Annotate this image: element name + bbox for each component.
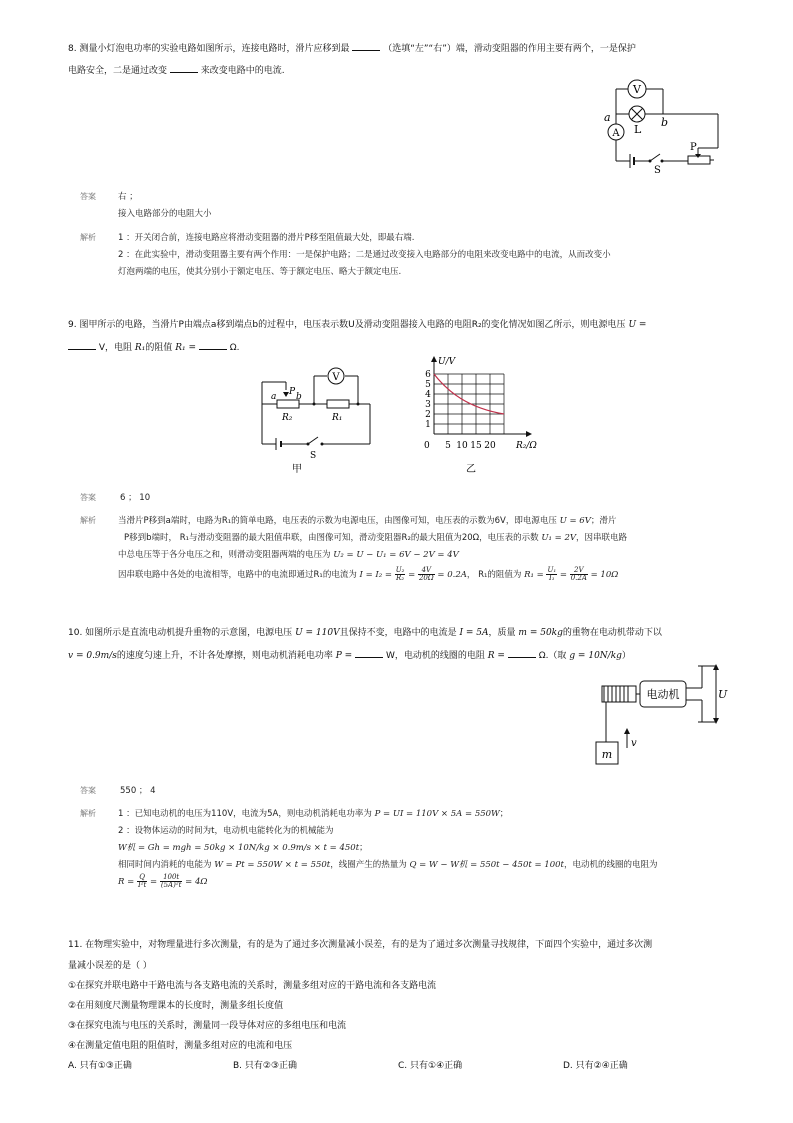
q9-analysis-eq: U₂ = U − U₁ = 6V − 2V = 4V: [333, 550, 459, 560]
q10-stem-text: W，电动机的线圈的电阻: [385, 651, 485, 661]
q10-answer-label: 答案: [80, 786, 96, 795]
q10-analysis-text: 相同时间内消耗的电能为: [118, 860, 212, 870]
q9-analysis-4: 因串联电路中各处的电流相等，电路中的电流即通过R₁的电流为 I = I₂ = $\frac{\text{U₂}}{\text{R₂}}$ = $\frac{4V}{20\Omega}$ = 0.2A， R₁的阻值为 R₁ = $\frac{\text{U₁}}{\text{I₁}}$ = $\frac{2V}{0.2A}$ = 10Ω: [118, 566, 619, 582]
q10-fig-v-label: v: [631, 738, 637, 749]
q9-jia-caption: 甲: [292, 464, 302, 475]
q9-stem-line2: [68, 341, 240, 354]
q9-analysis-text: 中总电压等于各分电压之和，则滑动变阻器两端的电压为: [118, 550, 331, 560]
q8-fig-P-label: P: [690, 142, 697, 153]
q8-fig-S-label: S: [654, 165, 661, 176]
q10-fig-m-label: m: [601, 748, 613, 761]
q9-stem-text: Ω.: [229, 343, 240, 353]
q10-stem-text: 10. 如图所示是直流电动机提升重物的示意图，电源电压: [68, 628, 293, 638]
q9-analysis-label: 解析: [80, 516, 96, 525]
q10-stem-eq: g = 10N/kg: [569, 651, 622, 661]
q10-analysis-eq: W机 = Gh = mgh = 50kg × 10N/kg × 0.9m/s × t = 450t: [118, 843, 360, 853]
q8-answer-1: 右 ；: [118, 192, 138, 202]
q9-analysis-eq: = 0.2A: [437, 570, 467, 580]
q10-analysis-3: [118, 843, 368, 853]
q9-jia-R2-label: R₂: [282, 413, 293, 423]
q10-analysis-eq: R =: [118, 877, 135, 887]
q8-blank-1: [352, 42, 380, 51]
q9-graph-yi: [418, 352, 548, 476]
q9-stem-text: 的阻值: [145, 343, 173, 353]
q10-analysis-text: ；: [499, 809, 509, 819]
q10-stem-text: 的速度匀速上升，不计各处摩擦，则电动机消耗电功率: [116, 651, 333, 661]
q8-fig-a-label: a: [604, 111, 611, 124]
q10-analysis-text: ；: [359, 843, 368, 853]
q9-jia-b-label: b: [296, 392, 302, 402]
q10-stem-line2: [68, 649, 631, 662]
q9-yi-ylabel: U/V: [438, 357, 456, 367]
q9-jia-a-label: a: [271, 392, 277, 402]
q9-jia-P-label: P: [289, 387, 296, 397]
q10-stem-text: 的重物在电动机带动下以: [562, 628, 662, 638]
q10-stem-text: Ω.（取: [538, 651, 567, 661]
q10-analysis-text: ，线圈产生的热量为: [330, 860, 407, 870]
q9-analysis-eq: R₁ =: [524, 570, 544, 580]
q9-analysis-text: ，因串联电路: [576, 533, 628, 543]
q9-yi-ytick: 6: [425, 370, 431, 380]
q10-stem-eq: v = 0.9m/s: [68, 651, 117, 661]
q8-stem-text: 电路安全，二是通过改变: [68, 66, 168, 76]
q9-yi-xlabel: R₂/Ω: [516, 441, 537, 451]
q9-yi-xtick: 20: [484, 441, 496, 451]
q9-analysis-3: [118, 550, 459, 560]
q8-fig-V-label: V: [633, 83, 641, 96]
q9-stem-var: R₁: [134, 343, 146, 353]
q9-fraction: $\frac{4V}{20\Omega}$: [418, 566, 434, 582]
q10-blank-1: [355, 649, 383, 658]
q8-analysis-2: 2 ：在此实验中，滑动变阻器主要有两个作用：一是保护电路；二是通过改变接入电路部分的电阻来改变电路中的电流，从而改变小: [118, 250, 611, 260]
q9-jia-R1-label: R₁: [332, 413, 343, 423]
q8-analysis-label: 解析: [80, 233, 96, 242]
q9-fraction: $\frac{2V}{0.2A}$: [570, 566, 587, 582]
q9-analysis-text: P移到b端时， R₁与滑动变阻器的最大阻值串联，由图像可知，滑动变阻器R₂的最大阻值为20Ω，电压表的示数: [124, 533, 539, 543]
q10-analysis-text: 1 ：已知电动机的电压为110V，电流为5A，则电动机消耗电功率为: [118, 809, 372, 819]
q10-blank-2: [508, 649, 536, 658]
q8-fig-b-label: b: [661, 116, 669, 129]
q9-yi-ytick: 4: [425, 390, 431, 400]
q8-answer-label: 答案: [80, 192, 96, 201]
q9-fraction: $\frac{\text{U₂}}{\text{R₂}}$: [395, 566, 405, 582]
q10-analysis-5: R = $\frac{Q}{\text{I²t}}$ = $\frac{100t}{\text{(5A)²t}}$ = 4Ω: [118, 873, 208, 889]
q10-fraction: $\frac{Q}{\text{I²t}}$: [137, 873, 147, 889]
q10-stem-eq: P =: [335, 651, 353, 661]
q8-stem-text: （选填“左”“右”）端，滑动变阻器的作用主要有两个，一是保护: [383, 44, 636, 54]
q10-analysis-label: 解析: [80, 809, 96, 818]
q10-stem-eq: U = 110V: [295, 628, 340, 638]
q9-analysis-text: ， R₁的阻值为: [466, 570, 522, 580]
q9-circuit-jia: [252, 364, 380, 476]
q11-item: ③在探究电流与电压的关系时，测量同一段导体对应的多组电压和电流: [68, 1021, 347, 1031]
q10-motor-figure: [590, 660, 730, 768]
q8-circuit-figure: [598, 76, 733, 178]
q11-item: ②在用刻度尺测量物理课本的长度时，测量多组长度值: [68, 1001, 284, 1011]
q9-analysis-2: [124, 533, 627, 543]
q10-analysis-1: [118, 809, 508, 819]
q11-item: ①在探究并联电路中干路电流与各支路电流的关系时，测量多组对应的干路电流和各支路电流: [68, 981, 437, 991]
q10-stem-text: 且保持不变，电路中的电流是: [339, 628, 457, 638]
q8-analysis-3: 灯泡两端的电压，使其分别小于额定电压、等于额定电压、略大于额定电压.: [118, 267, 402, 277]
q9-blank-1: [68, 341, 96, 350]
q9-answer: 6 ； 10: [120, 493, 151, 503]
q10-stem-text: ，质量: [488, 628, 516, 638]
q11-stem-line1: 11. 在物理实验中，对物理量进行多次测量，有的是为了通过多次测量减小误差，有的是为了通过多次测量寻找规律，下面四个实验中，通过多次测: [68, 940, 653, 950]
q10-analysis-text: ，电动机的线圈的电阻为: [563, 860, 658, 870]
q9-analysis-eq: = 10Ω: [590, 570, 619, 580]
q11-stem-line2: 量减小误差的是（ ）: [68, 961, 152, 971]
q11-item: ④在测量定值电阻的阻值时，测量多组对应的电流和电压: [68, 1041, 293, 1051]
q9-yi-origin: 0: [424, 441, 430, 451]
q8-blank-2: [170, 64, 198, 73]
q9-analysis-text: 当滑片P移到a端时，电路为R₁的简单电路，电压表的示数为电源电压，由图像可知，电压表的示数为6V，即电源电压: [118, 516, 557, 526]
q10-fig-motor-label: 电动机: [646, 688, 680, 701]
q11-option-a[interactable]: A. 只有①③正确: [68, 1061, 132, 1071]
q11-option-c[interactable]: C. 只有①④正确: [398, 1061, 463, 1071]
q10-stem-eq: R =: [487, 651, 505, 661]
q10-analysis-eq: P = UI = 110V × 5A = 550W: [374, 809, 500, 819]
q10-analysis-2: 2 ：设物体运动的时间为t，电动机电能转化为的机械能为: [118, 826, 334, 836]
q9-yi-ytick: 1: [425, 420, 431, 430]
q10-stem-text: ）: [621, 651, 631, 661]
q8-answer-2: 接入电路部分的电阻大小: [118, 209, 212, 219]
q9-analysis-eq: U₁ = 2V: [541, 533, 577, 543]
q9-yi-xtick: 10: [456, 441, 468, 451]
q10-stem-line1: [68, 628, 662, 639]
q8-stem-line2: [68, 64, 285, 77]
q8-fig-L-label: L: [634, 123, 642, 136]
q10-fraction: $\frac{100t}{\text{(5A)²t}}$: [160, 873, 182, 889]
q11-option-b[interactable]: B. 只有②③正确: [233, 1061, 298, 1071]
q9-answer-label: 答案: [80, 493, 96, 502]
q11-option-d[interactable]: D. 只有②④正确: [563, 1061, 628, 1071]
q9-analysis-eq: U = 6V: [559, 516, 591, 526]
q10-analysis-eq: = 4Ω: [185, 877, 208, 887]
q9-yi-ytick: 2: [425, 410, 431, 420]
q9-stem-line1: [68, 320, 646, 331]
q10-stem-eq: m = 50kg: [518, 628, 563, 638]
q9-jia-S-label: S: [310, 451, 317, 461]
q8-analysis-1: 1 ：开关闭合前，连接电路应将滑动变阻器的滑片P移至阻值最大处，即最右端.: [118, 233, 415, 243]
q10-analysis-eq: W = Pt = 550W × t = 550t: [214, 860, 331, 870]
q9-stem-var: R₁ =: [175, 343, 196, 353]
q9-stem-text: V，电阻: [98, 343, 133, 353]
q9-stem-text: 9. 图甲所示的电路，当滑片P由端点a移到端点b的过程中，电压表示数U及滑动变阻器接入电路的电阻R₂的变化情况如图乙所示，则电源电压: [68, 320, 626, 330]
q9-yi-xtick: 15: [470, 441, 482, 451]
q9-yi-ytick: 3: [425, 400, 431, 410]
q8-stem-line1: [68, 42, 636, 55]
q9-yi-caption: 乙: [466, 464, 476, 475]
q10-stem-eq: I = 5A: [459, 628, 489, 638]
q10-fig-U-label: U: [718, 688, 728, 701]
q9-analysis-text: 因串联电路中各处的电流相等，电路中的电流即通过R₁的电流为: [118, 570, 357, 580]
q9-analysis-eq: I = I₂ =: [359, 570, 393, 580]
q10-analysis-4: [118, 860, 657, 870]
q9-analysis-text: ；滑片: [590, 516, 617, 526]
q8-stem-text: 8. 测量小灯泡电功率的实验电路如图所示，连接电路时，滑片应移到最: [68, 44, 350, 54]
q10-analysis-eq: Q = W − W机 = 550t − 450t = 100t: [409, 860, 564, 870]
q9-analysis-1: [118, 516, 616, 526]
q8-stem-text: 来改变电路中的电流.: [200, 66, 285, 76]
q9-stem-var: U =: [628, 320, 647, 330]
q9-blank-2: [199, 341, 227, 350]
q10-answer: 550 ； 4: [120, 786, 156, 796]
q9-jia-V-label: V: [332, 372, 340, 383]
q9-fraction: $\frac{\text{U₁}}{\text{I₁}}$: [547, 566, 557, 582]
q9-yi-ytick: 5: [425, 380, 431, 390]
q9-yi-xtick: 5: [445, 441, 451, 451]
q8-fig-A-label: A: [612, 128, 620, 139]
